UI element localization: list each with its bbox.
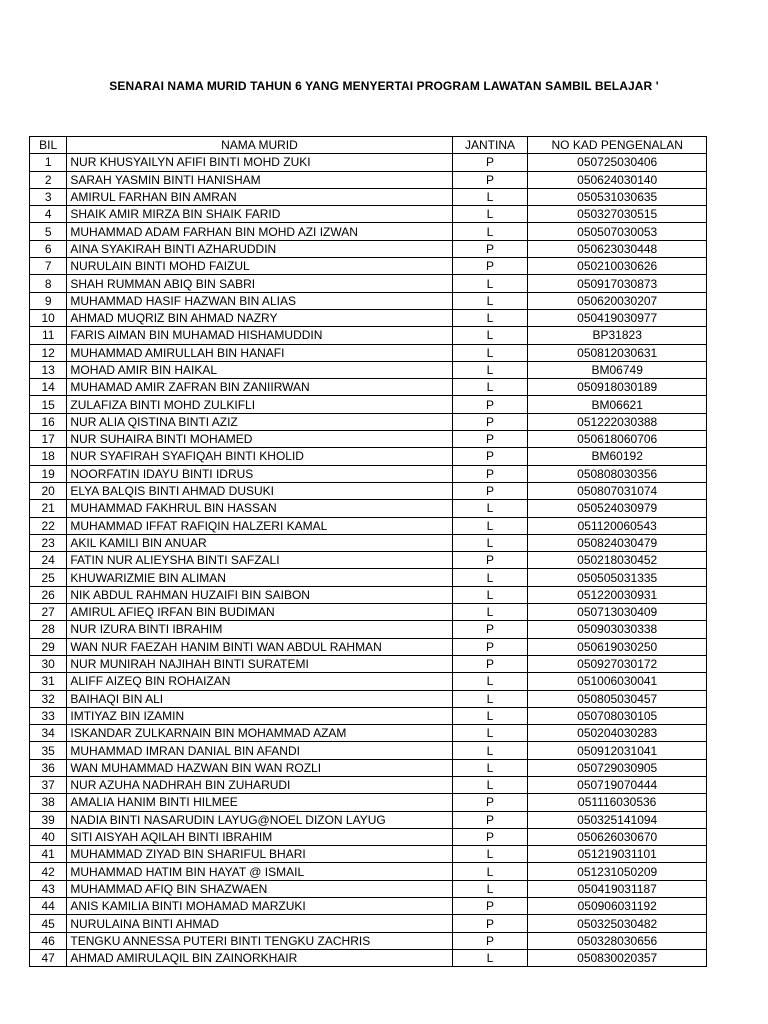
gender-cell: P [452,448,528,465]
gender-cell: L [452,309,528,326]
student-name-cell: FATIN NUR ALIEYSHA BINTI SAFZALI [67,552,452,569]
table-row [30,258,707,275]
student-name-cell: KHUWARIZMIE BIN ALIMAN [67,569,452,586]
row-number-cell: 18 [30,448,67,465]
table-row [30,552,707,569]
ic-number-cell: 051006030041 [528,673,707,690]
student-name-cell: MUHAMMAD HASIF HAZWAN BIN ALIAS [67,292,452,309]
gender-cell: L [452,846,528,863]
ic-number-cell: 050719070444 [528,776,707,793]
table-row [30,413,707,430]
row-number-cell: 40 [30,828,67,845]
ic-number-cell: 050524030979 [528,500,707,517]
student-name-cell: SHAH RUMMAN ABIQ BIN SABRI [67,275,452,292]
table-row [30,776,707,793]
table-body [30,154,707,967]
table-row [30,673,707,690]
gender-cell: P [452,915,528,932]
table-row [30,431,707,448]
row-number-cell: 2 [30,171,67,188]
ic-number-cell: 050713030409 [528,604,707,621]
gender-cell: P [452,154,528,171]
row-number-cell: 7 [30,258,67,275]
row-number-cell: 15 [30,396,67,413]
table-row [30,690,707,707]
student-name-cell: NOORFATIN IDAYU BINTI IDRUS [67,465,452,482]
student-name-cell: SHAIK AMIR MIRZA BIN SHAIK FARID [67,206,452,223]
student-name-cell: ALIFF AIZEQ BIN ROHAIZAN [67,673,452,690]
ic-number-cell: 050618060706 [528,431,707,448]
row-number-cell: 5 [30,223,67,240]
table-row [30,621,707,638]
table-row [30,500,707,517]
row-number-cell: 10 [30,309,67,326]
table-row [30,915,707,932]
table-header-row [30,137,707,154]
gender-cell: L [452,379,528,396]
student-name-cell: AMIRUL AFIEQ IRFAN BIN BUDIMAN [67,604,452,621]
row-number-cell: 26 [30,586,67,603]
table-row [30,638,707,655]
student-name-cell: NUR SUHAIRA BINTI MOHAMED [67,431,452,448]
ic-number-cell: 051231050209 [528,863,707,880]
row-number-cell: 13 [30,361,67,378]
row-number-cell: 29 [30,638,67,655]
table-row [30,811,707,828]
table-row [30,655,707,672]
row-number-cell: 3 [30,188,67,205]
table-row [30,309,707,326]
ic-number-cell: 051120060543 [528,517,707,534]
row-number-cell: 8 [30,275,67,292]
student-name-cell: AHMAD AMIRULAQIL BIN ZAINORKHAIR [67,949,452,966]
row-number-cell: 22 [30,517,67,534]
table-row [30,344,707,361]
student-name-cell: AINA SYAKIRAH BINTI AZHARUDDIN [67,240,452,257]
row-number-cell: 41 [30,846,67,863]
student-name-cell: ELYA BALQIS BINTI AHMAD DUSUKI [67,482,452,499]
ic-number-cell: 050918030189 [528,379,707,396]
table-row [30,742,707,759]
ic-number-cell: 050218030452 [528,552,707,569]
table-row [30,448,707,465]
student-name-cell: NUR MUNIRAH NAJIHAH BINTI SURATEMI [67,655,452,672]
row-number-cell: 24 [30,552,67,569]
student-name-cell: ZULAFIZA BINTI MOHD ZULKIFLI [67,396,452,413]
header-gender: JANTINA [452,137,528,154]
gender-cell: L [452,223,528,240]
ic-number-cell: 050624030140 [528,171,707,188]
table-row [30,880,707,897]
table-row [30,154,707,171]
ic-number-cell: 050210030626 [528,258,707,275]
row-number-cell: 11 [30,327,67,344]
table-row [30,396,707,413]
gender-cell: P [452,171,528,188]
student-name-cell: NADIA BINTI NASARUDIN LAYUG@NOEL DIZON LAYUG [67,811,452,828]
gender-cell: L [452,742,528,759]
table-row [30,828,707,845]
gender-cell: P [452,638,528,655]
row-number-cell: 23 [30,534,67,551]
gender-cell: P [452,811,528,828]
table-row [30,604,707,621]
row-number-cell: 38 [30,794,67,811]
ic-number-cell: 050626030670 [528,828,707,845]
student-name-cell: NUR IZURA BINTI IBRAHIM [67,621,452,638]
table-row [30,759,707,776]
student-name-cell: TENGKU ANNESSA PUTERI BINTI TENGKU ZACHRIS [67,932,452,949]
ic-number-cell: 050620030207 [528,292,707,309]
gender-cell: L [452,863,528,880]
table-row [30,240,707,257]
table-row [30,482,707,499]
table-row [30,206,707,223]
ic-number-cell: 050328030656 [528,932,707,949]
table-row [30,171,707,188]
student-name-cell: MUHAMAD AMIR ZAFRAN BIN ZANIIRWAN [67,379,452,396]
student-name-cell: AKIL KAMILI BIN ANUAR [67,534,452,551]
row-number-cell: 42 [30,863,67,880]
gender-cell: L [452,725,528,742]
gender-cell: L [452,604,528,621]
ic-number-cell: 050812030631 [528,344,707,361]
document-title: SENARAI NAMA MURID TAHUN 6 YANG MENYERTAI PROGRAM LAWATAN SAMBIL BELAJAR ' [109,79,659,93]
gender-cell: L [452,500,528,517]
student-name-cell: BAIHAQI BIN ALI [67,690,452,707]
ic-number-cell: 050729030905 [528,759,707,776]
row-number-cell: 9 [30,292,67,309]
gender-cell: L [452,188,528,205]
student-name-cell: IMTIYAZ BIN IZAMIN [67,707,452,724]
gender-cell: P [452,465,528,482]
student-name-cell: NIK ABDUL RAHMAN HUZAIFI BIN SAIBON [67,586,452,603]
row-number-cell: 20 [30,482,67,499]
ic-number-cell: 050725030406 [528,154,707,171]
ic-number-cell: BM60192 [528,448,707,465]
ic-number-cell: 050619030250 [528,638,707,655]
row-number-cell: 46 [30,932,67,949]
gender-cell: L [452,880,528,897]
row-number-cell: 31 [30,673,67,690]
ic-number-cell: 051222030388 [528,413,707,430]
ic-number-cell: 050917030873 [528,275,707,292]
student-name-cell: NUR SYAFIRAH SYAFIQAH BINTI KHOLID [67,448,452,465]
gender-cell: L [452,673,528,690]
ic-number-cell: 050912031041 [528,742,707,759]
gender-cell: L [452,569,528,586]
table-row [30,949,707,966]
row-number-cell: 1 [30,154,67,171]
gender-cell: P [452,828,528,845]
ic-number-cell: 050824030479 [528,534,707,551]
row-number-cell: 47 [30,949,67,966]
table-row [30,707,707,724]
ic-number-cell: 051116030536 [528,794,707,811]
table-row [30,794,707,811]
row-number-cell: 32 [30,690,67,707]
row-number-cell: 14 [30,379,67,396]
student-name-cell: WAN NUR FAEZAH HANIM BINTI WAN ABDUL RAHMAN [67,638,452,655]
gender-cell: L [452,534,528,551]
ic-number-cell: 050906031192 [528,898,707,915]
table-row [30,223,707,240]
table-row [30,863,707,880]
row-number-cell: 25 [30,569,67,586]
gender-cell: P [452,396,528,413]
gender-cell: P [452,482,528,499]
ic-number-cell: BM06621 [528,396,707,413]
gender-cell: L [452,707,528,724]
gender-cell: P [452,932,528,949]
student-name-cell: NURULAINA BINTI AHMAD [67,915,452,932]
table-row [30,275,707,292]
ic-number-cell: 050325141094 [528,811,707,828]
gender-cell: L [452,690,528,707]
row-number-cell: 17 [30,431,67,448]
row-number-cell: 33 [30,707,67,724]
row-number-cell: 6 [30,240,67,257]
table-row [30,725,707,742]
student-name-cell: NUR ALIA QISTINA BINTI AZIZ [67,413,452,430]
row-number-cell: 4 [30,206,67,223]
gender-cell: L [452,949,528,966]
row-number-cell: 19 [30,465,67,482]
table-row [30,327,707,344]
gender-cell: L [452,361,528,378]
row-number-cell: 36 [30,759,67,776]
gender-cell: P [452,258,528,275]
ic-number-cell: 050204030283 [528,725,707,742]
ic-number-cell: 050830020357 [528,949,707,966]
student-name-cell: SARAH YASMIN BINTI HANISHAM [67,171,452,188]
ic-number-cell: 051219031101 [528,846,707,863]
row-number-cell: 21 [30,500,67,517]
ic-number-cell: 050903030338 [528,621,707,638]
row-number-cell: 30 [30,655,67,672]
row-number-cell: 43 [30,880,67,897]
ic-number-cell: 050327030515 [528,206,707,223]
student-name-cell: NUR AZUHA NADHRAH BIN ZUHARUDI [67,776,452,793]
student-name-cell: NUR KHUSYAILYN AFIFI BINTI MOHD ZUKI [67,154,452,171]
row-number-cell: 28 [30,621,67,638]
ic-number-cell: 050325030482 [528,915,707,932]
student-name-cell: NURULAIN BINTI MOHD FAIZUL [67,258,452,275]
gender-cell: L [452,344,528,361]
ic-number-cell: 050419031187 [528,880,707,897]
ic-number-cell: 050507030053 [528,223,707,240]
gender-cell: P [452,898,528,915]
ic-number-cell: 050419030977 [528,309,707,326]
table-row [30,292,707,309]
gender-cell: P [452,621,528,638]
ic-number-cell: 050927030172 [528,655,707,672]
header-bil: BIL [30,137,67,154]
gender-cell: P [452,655,528,672]
row-number-cell: 27 [30,604,67,621]
student-name-cell: MUHAMMAD ADAM FARHAN BIN MOHD AZI IZWAN [67,223,452,240]
ic-number-cell: BP31823 [528,327,707,344]
ic-number-cell: 050531030635 [528,188,707,205]
student-name-cell: MUHAMMAD IFFAT RAFIQIN HALZERI KAMAL [67,517,452,534]
ic-number-cell: 050805030457 [528,690,707,707]
table-row [30,898,707,915]
gender-cell: L [452,586,528,603]
gender-cell: L [452,776,528,793]
ic-number-cell: 051220030931 [528,586,707,603]
ic-number-cell: 050623030448 [528,240,707,257]
gender-cell: P [452,552,528,569]
gender-cell: L [452,275,528,292]
student-name-cell: AMIRUL FARHAN BIN AMRAN [67,188,452,205]
student-name-cell: MUHAMMAD HATIM BIN HAYAT @ ISMAIL [67,863,452,880]
student-name-cell: AMALIA HANIM BINTI HILMEE [67,794,452,811]
row-number-cell: 37 [30,776,67,793]
ic-number-cell: 050708030105 [528,707,707,724]
ic-number-cell: 050808030356 [528,465,707,482]
gender-cell: L [452,759,528,776]
gender-cell: L [452,517,528,534]
student-name-cell: SITI AISYAH AQILAH BINTI IBRAHIM [67,828,452,845]
student-name-cell: ANIS KAMILIA BINTI MOHAMAD MARZUKI [67,898,452,915]
student-list-table [29,136,707,967]
table-row [30,361,707,378]
row-number-cell: 12 [30,344,67,361]
header-name: NAMA MURID [67,137,452,154]
row-number-cell: 45 [30,915,67,932]
gender-cell: P [452,794,528,811]
table-row [30,465,707,482]
student-name-cell: MOHAD AMIR BIN HAIKAL [67,361,452,378]
row-number-cell: 39 [30,811,67,828]
table-row [30,586,707,603]
row-number-cell: 34 [30,725,67,742]
table-row [30,534,707,551]
student-name-cell: ISKANDAR ZULKARNAIN BIN MOHAMMAD AZAM [67,725,452,742]
table-row [30,569,707,586]
ic-number-cell: 050807031074 [528,482,707,499]
gender-cell: P [452,240,528,257]
table-row [30,517,707,534]
table-row [30,188,707,205]
student-name-cell: MUHAMMAD AMIRULLAH BIN HANAFI [67,344,452,361]
gender-cell: P [452,413,528,430]
gender-cell: L [452,292,528,309]
row-number-cell: 44 [30,898,67,915]
student-name-cell: MUHAMMAD FAKHRUL BIN HASSAN [67,500,452,517]
gender-cell: L [452,327,528,344]
ic-number-cell: BM06749 [528,361,707,378]
gender-cell: P [452,431,528,448]
header-ic: NO KAD PENGENALAN [528,137,707,154]
gender-cell: L [452,206,528,223]
table-row [30,932,707,949]
student-name-cell: MUHAMMAD ZIYAD BIN SHARIFUL BHARI [67,846,452,863]
table-row [30,846,707,863]
student-name-cell: AHMAD MUQRIZ BIN AHMAD NAZRY [67,309,452,326]
table-row [30,379,707,396]
student-name-cell: MUHAMMAD AFIQ BIN SHAZWAEN [67,880,452,897]
student-name-cell: WAN MUHAMMAD HAZWAN BIN WAN ROZLI [67,759,452,776]
ic-number-cell: 050505031335 [528,569,707,586]
student-name-cell: MUHAMMAD IMRAN DANIAL BIN AFANDI [67,742,452,759]
student-name-cell: FARIS AIMAN BIN MUHAMAD HISHAMUDDIN [67,327,452,344]
row-number-cell: 16 [30,413,67,430]
row-number-cell: 35 [30,742,67,759]
